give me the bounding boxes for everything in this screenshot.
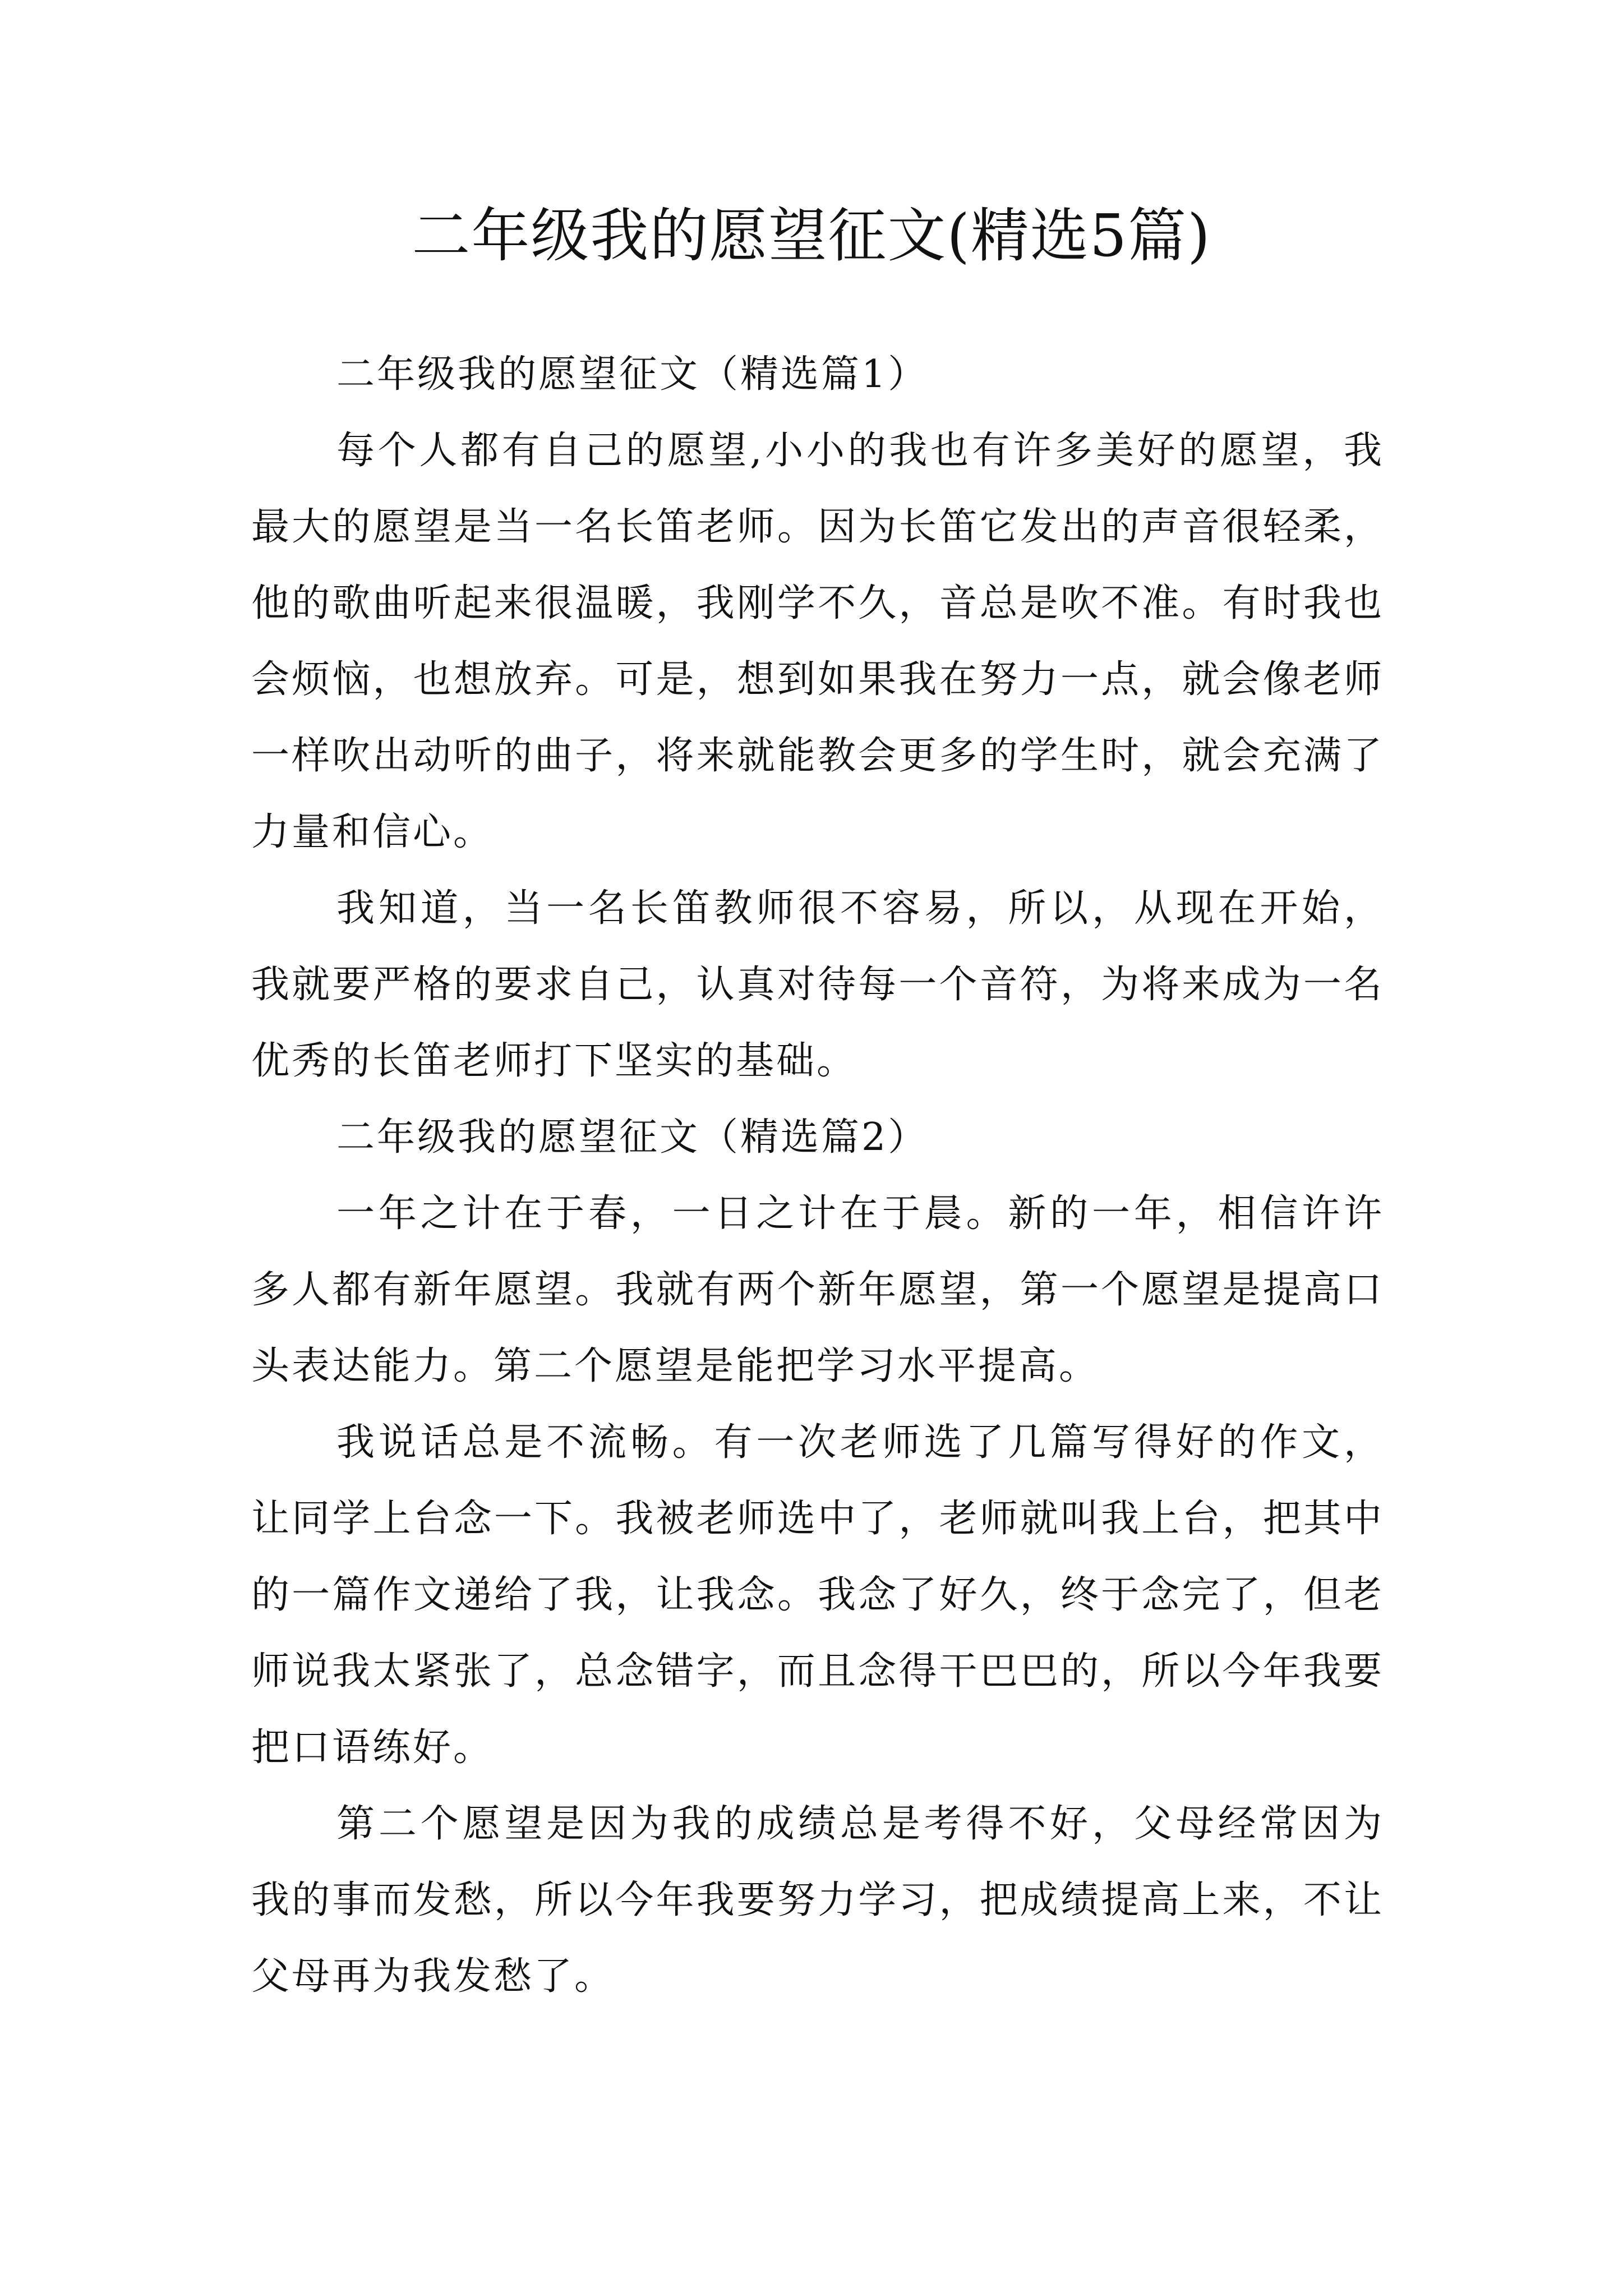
- paragraph: 我说话总是不流畅。有一次老师选了几篇写得好的作文，让同学上台念一下。我被老师选中了，老师就叫我上台，把其中的一篇作文递给了我，让我念。我念了好久，终于念完了，但老师说我太紧张了，总念错字，而且念得干巴巴的，所以今年我要把口语练好。: [251, 1420, 1384, 1770]
- document-body: [251, 337, 1384, 2015]
- section-heading-2: 二年级我的愿望征文（精选篇2）: [336, 1115, 929, 1159]
- paragraph: 每个人都有自己的愿望,小小的我也有许多美好的愿望，我最大的愿望是当一名长笛老师。因为长笛它发出的声音很轻柔，他的歌曲听起来很温暖，我刚学不久，音总是吹不准。有时我也会烦恼，也想放弃。可是，想到如果我在努力一点，就会像老师一样吹出动听的曲子，将来就能教会更多的学生时，就会充满了力量和信心。: [251, 429, 1384, 854]
- paragraph: 第二个愿望是因为我的成绩总是考得不好，父母经常因为我的事而发愁，所以今年我要努力学习，把成绩提高上来，不让父母再为我发愁了。: [251, 1802, 1384, 1999]
- paragraph: 我知道，当一名长笛教师很不容易，所以，从现在开始，我就要严格的要求自己，认真对待每一个音符，为将来成为一名优秀的长笛老师打下坚实的基础。: [251, 886, 1384, 1083]
- paragraph: 一年之计在于春，一日之计在于晨。新的一年，相信许许多人都有新年愿望。我就有两个新年愿望，第一个愿望是提高口头表达能力。第二个愿望是能把学习水平提高。: [251, 1191, 1384, 1388]
- section-heading-1: 二年级我的愿望征文（精选篇1）: [336, 352, 929, 397]
- document-title: 二年级我的愿望征文(精选5篇): [412, 201, 1211, 270]
